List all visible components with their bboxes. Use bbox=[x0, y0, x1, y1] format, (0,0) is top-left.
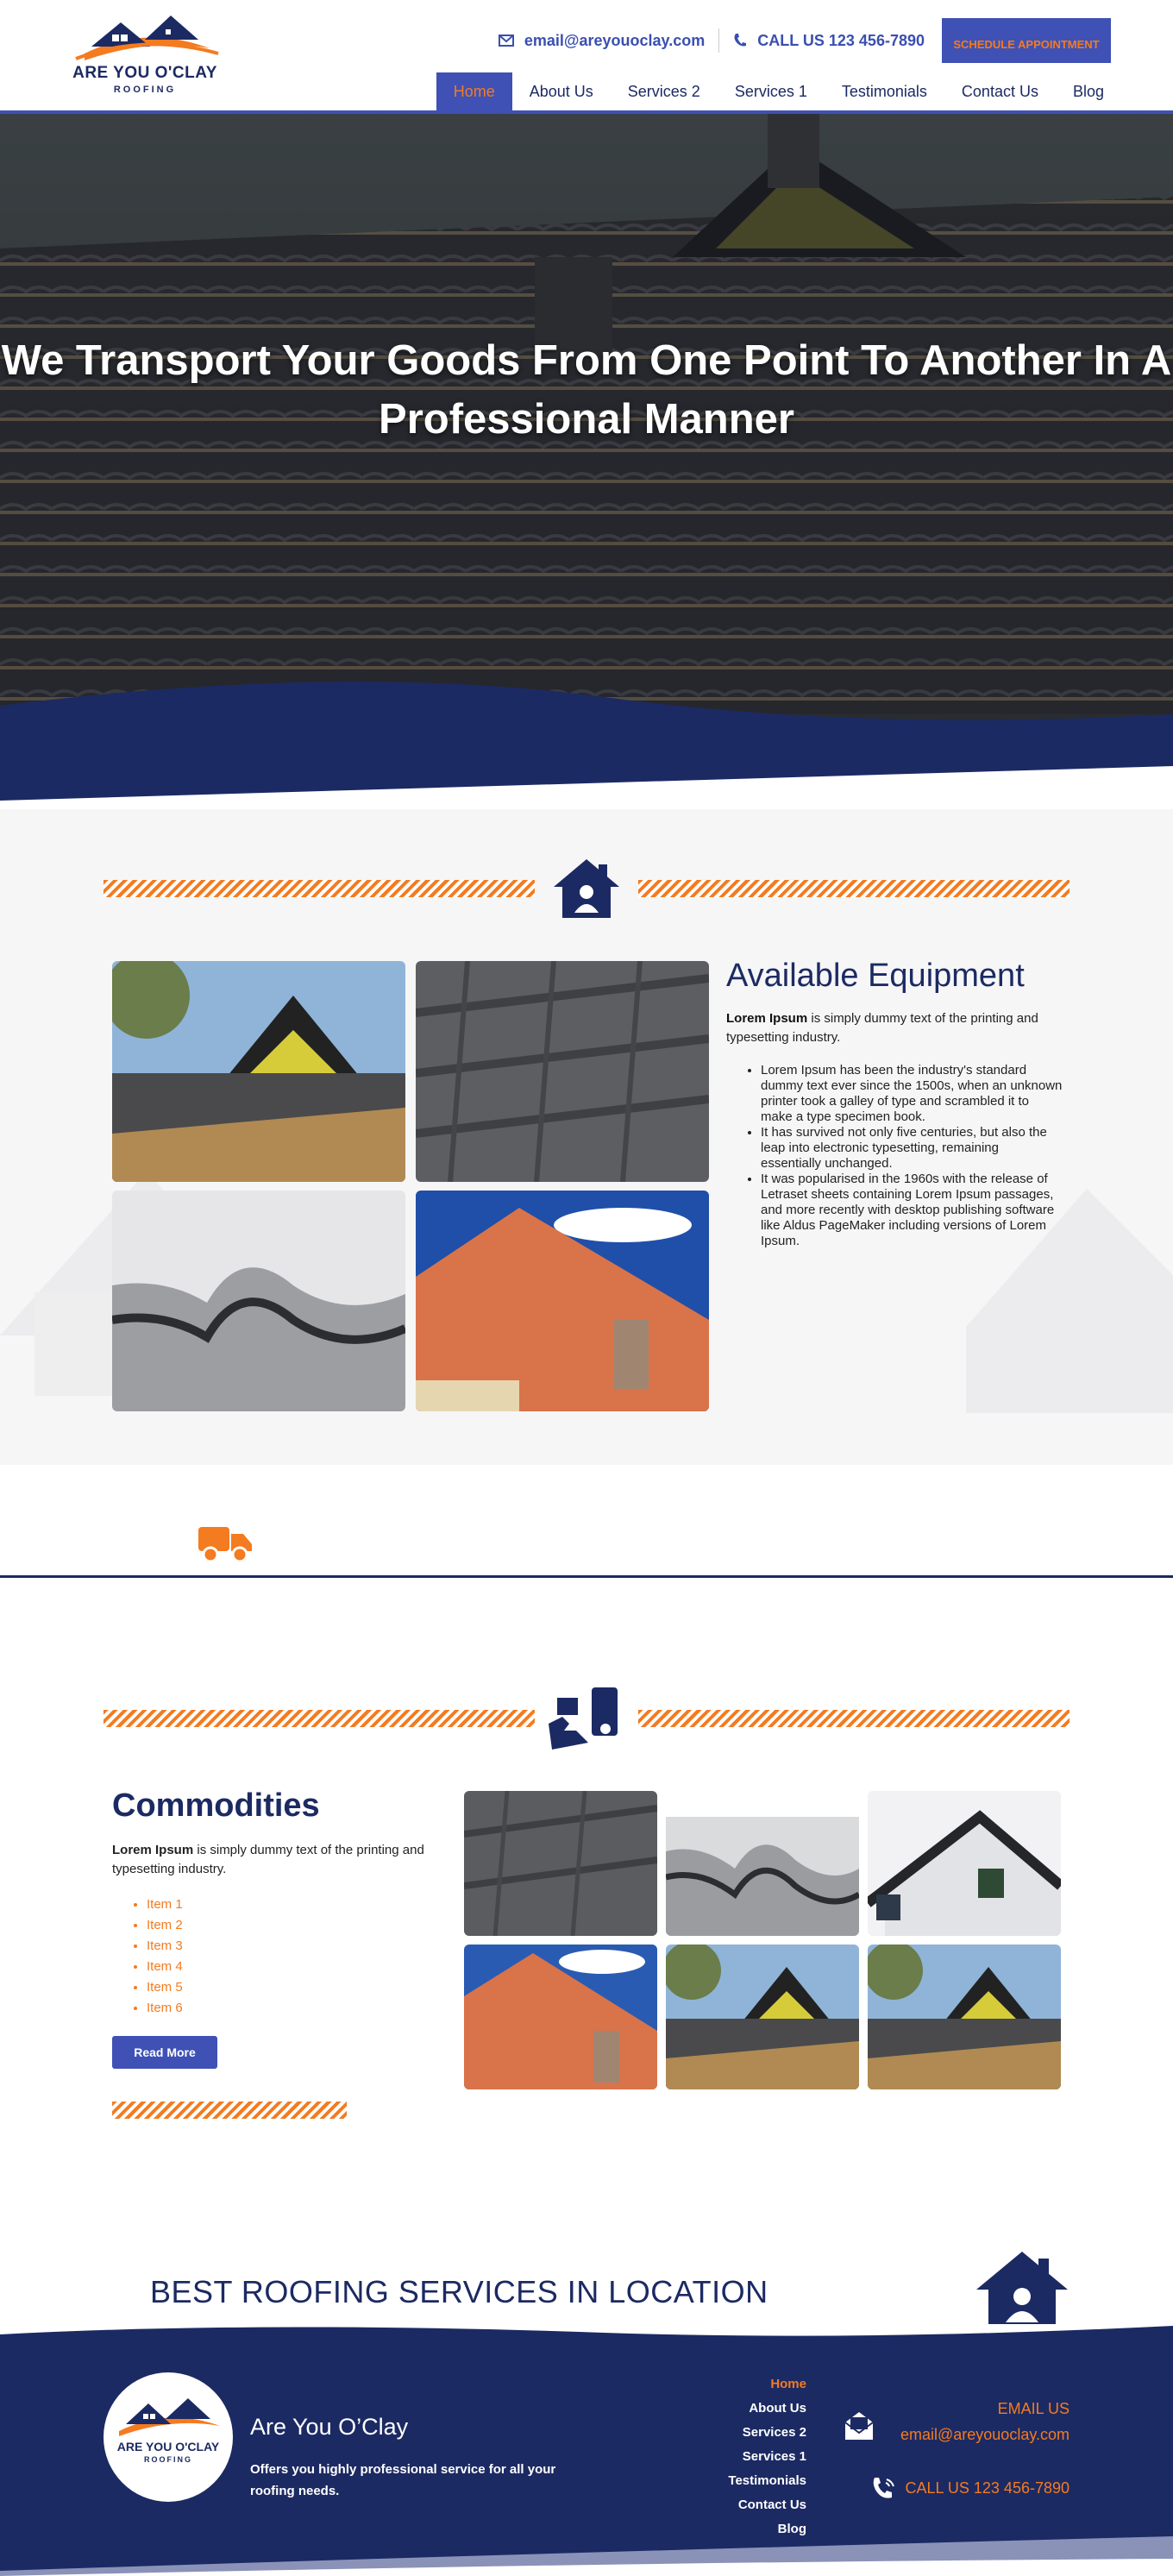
list-item[interactable]: • Item 1 bbox=[147, 1894, 183, 1915]
home-user-icon bbox=[552, 858, 621, 920]
equipment-image-clay-roof bbox=[416, 1191, 709, 1411]
equipment-intro-rest: is simply dummy text of the printing and typesetting industry. bbox=[726, 1011, 1038, 1045]
main-nav bbox=[436, 72, 1121, 110]
gallery-image-shingles[interactable] bbox=[464, 1791, 657, 1936]
footer-email-label: EMAIL US bbox=[997, 2400, 1070, 2417]
footer-link-about-us[interactable]: About Us bbox=[749, 2401, 806, 2416]
clay-roof-photo bbox=[416, 1191, 709, 1411]
roof-construction-photo bbox=[666, 1945, 859, 2089]
footer-link-testimonials[interactable]: Testimonials bbox=[728, 2473, 806, 2488]
nav-item-about-us[interactable]: About Us bbox=[529, 83, 593, 100]
house-logo-icon bbox=[67, 9, 223, 64]
commodities-list bbox=[147, 1894, 183, 2019]
roof-construction-photo bbox=[112, 961, 405, 1182]
gallery-image-roof-construction-1[interactable] bbox=[666, 1945, 859, 2089]
home-user-icon-banner bbox=[975, 2250, 1070, 2324]
nav-item-contact-us[interactable]: Contact Us bbox=[961, 83, 1038, 100]
list-item[interactable]: • Item 5 bbox=[147, 1977, 183, 1998]
section-divider-line bbox=[0, 1575, 1173, 1578]
section-stripe-right-2 bbox=[638, 1710, 1070, 1727]
equipment-image-roof-construction bbox=[112, 961, 405, 1182]
nav-item-home[interactable]: Home bbox=[436, 72, 512, 110]
gallery-image-white-house[interactable] bbox=[868, 1791, 1061, 1936]
read-more-button[interactable]: Read More bbox=[112, 2036, 217, 2069]
topbar-divider bbox=[718, 28, 719, 53]
phone-ringing-icon bbox=[871, 2476, 897, 2502]
gallery-image-roof-construction-2[interactable] bbox=[868, 1945, 1061, 2089]
equipment-image-metal-roof bbox=[112, 1191, 405, 1411]
list-item[interactable]: • Item 6 bbox=[147, 1998, 183, 2019]
footer-link-services-1[interactable]: Services 1 bbox=[742, 2449, 806, 2464]
list-item: • It has survived not only five centuries, but also the leap into electronic typesetting, remaining essentially unchanged. bbox=[761, 1125, 1063, 1172]
commodities-stripe bbox=[112, 2102, 347, 2119]
house-logo-icon bbox=[104, 2372, 233, 2441]
footer-tagline: Offers you highly professional service for all your roofing needs. bbox=[250, 2462, 556, 2498]
white-house-photo bbox=[868, 1791, 1061, 1936]
site-header bbox=[0, 0, 1173, 110]
equipment-intro bbox=[726, 1009, 1071, 1047]
commodities-intro-rest: is simply dummy text of the printing and typesetting industry. bbox=[112, 1843, 424, 1876]
footer-link-blog[interactable]: Blog bbox=[777, 2522, 806, 2536]
phone-icon bbox=[733, 33, 747, 48]
nav-item-testimonials[interactable]: Testimonials bbox=[841, 83, 927, 100]
footer-email-link[interactable]: email@areyouoclay.com bbox=[900, 2426, 1070, 2443]
hand-box-icon bbox=[545, 1686, 628, 1755]
equipment-intro-bold: Lorem Ipsum bbox=[726, 1011, 808, 1026]
banner-title: BEST ROOFING SERVICES IN LOCATION bbox=[150, 2274, 768, 2309]
footer-logo[interactable] bbox=[104, 2372, 233, 2502]
commodities-intro bbox=[112, 1841, 453, 1879]
header-phone-text: CALL US 123 456-7890 bbox=[757, 31, 925, 49]
footer-company-name: Are You O’Clay bbox=[250, 2414, 409, 2440]
metal-roof-photo bbox=[112, 1191, 405, 1411]
commodities-intro-bold: Lorem Ipsum bbox=[112, 1843, 194, 1857]
hero-roof-image bbox=[0, 110, 1173, 809]
section-stripe-left bbox=[104, 880, 535, 897]
envelope-icon bbox=[499, 35, 514, 47]
gallery-image-clay-roof[interactable] bbox=[464, 1945, 657, 2089]
shingles-photo bbox=[416, 961, 709, 1182]
logo-brand-text: ARE YOU O'CLAY bbox=[72, 64, 217, 82]
header-email-text: email@areyouoclay.com bbox=[524, 31, 706, 49]
list-item: • It was popularised in the 1960s with the release of Letraset sheets containing Lorem Ipsum passages, and more recently with desktop publishing software like Aldus PageMaker including versions of Lorem Ipsum. bbox=[761, 1172, 1063, 1249]
top-contact-bar bbox=[499, 19, 1111, 62]
equipment-list bbox=[761, 1063, 1063, 1249]
footer-link-home[interactable]: Home bbox=[770, 2377, 806, 2391]
logo-sub-text: ROOFING bbox=[113, 85, 177, 95]
footer-logo-brand: ARE YOU O'CLAY bbox=[116, 2440, 220, 2453]
footer-logo-sub: ROOFING bbox=[144, 2455, 192, 2464]
site-logo[interactable] bbox=[67, 9, 223, 104]
hero-top-rule bbox=[0, 110, 1173, 114]
schedule-appointment-button[interactable]: SCHEDULE APPOINTMENT bbox=[942, 18, 1111, 63]
envelope-open-icon bbox=[844, 2410, 875, 2441]
nav-item-services-2[interactable]: Services 2 bbox=[627, 83, 700, 100]
list-item[interactable]: • Item 2 bbox=[147, 1915, 183, 1936]
commodities-title: Commodities bbox=[112, 1787, 320, 1824]
equipment-title: Available Equipment bbox=[726, 958, 1025, 994]
clay-roof-photo bbox=[464, 1945, 657, 2089]
header-phone-link[interactable] bbox=[733, 32, 925, 50]
list-item[interactable]: • Item 4 bbox=[147, 1957, 183, 1977]
footer-link-services-2[interactable]: Services 2 bbox=[742, 2425, 806, 2440]
section-stripe-right bbox=[638, 880, 1070, 897]
footer-link-contact-us[interactable]: Contact Us bbox=[737, 2497, 806, 2512]
hero-title: We Transport Your Goods From One Point To Another In A Professional Manner bbox=[1, 337, 1172, 443]
footer-nav bbox=[728, 2372, 806, 2541]
roof-construction-photo bbox=[868, 1945, 1061, 2089]
list-item: • Lorem Ipsum has been the industry's standard dummy text ever since the 1500s, when an unknown printer took a galley of type and scrambled it to make a type specimen book. bbox=[761, 1063, 1063, 1125]
gallery-image-metal-roof[interactable] bbox=[666, 1791, 859, 1936]
nav-item-blog[interactable]: Blog bbox=[1072, 83, 1104, 100]
section-stripe-left-2 bbox=[104, 1710, 535, 1727]
equipment-image-shingles bbox=[416, 961, 709, 1182]
hero-section bbox=[0, 110, 1173, 809]
list-item[interactable]: • Item 3 bbox=[147, 1936, 183, 1957]
header-email-link[interactable] bbox=[499, 32, 705, 50]
footer-phone-link[interactable]: CALL US 123 456-7890 bbox=[905, 2479, 1070, 2497]
metal-roof-photo bbox=[666, 1791, 859, 1936]
truck-icon bbox=[197, 1525, 254, 1565]
shingles-photo bbox=[464, 1791, 657, 1936]
nav-item-services-1[interactable]: Services 1 bbox=[734, 83, 807, 100]
